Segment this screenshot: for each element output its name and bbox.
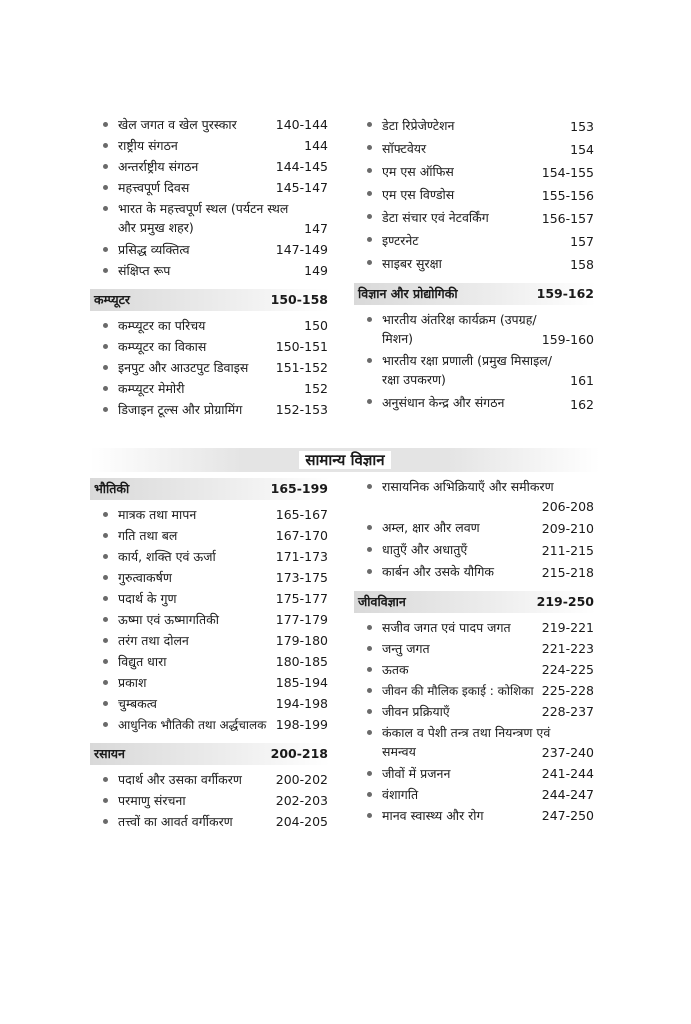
bullet-icon <box>367 358 372 363</box>
bullet-icon <box>103 122 108 127</box>
toc-entry[interactable]: भारत के महत्त्वपूर्ण स्थल (पर्यटन स्थल और प्रमुख शहर) 147 <box>90 198 330 239</box>
toc-entry[interactable]: प्रसिद्ध व्यक्तित्व 147-149 <box>90 239 330 260</box>
bullet-icon <box>367 191 372 196</box>
bullet-icon <box>103 575 108 580</box>
toc-entry[interactable]: संक्षिप्त रूप 149 <box>90 260 330 281</box>
bullet-icon <box>367 730 372 735</box>
toc-entry[interactable]: कार्बन और उसके यौगिक 215-218 <box>354 561 596 583</box>
bullet-icon <box>367 547 372 552</box>
bullet-icon <box>103 596 108 601</box>
toc-entry[interactable]: गुरुत्वाकर्षण 173-175 <box>90 567 330 588</box>
section-header-chemistry[interactable]: रसायन 200-218 <box>90 743 330 765</box>
section-header-computer[interactable]: कम्प्यूटर 150-158 <box>90 289 330 311</box>
toc-entry[interactable]: मात्रक तथा मापन 165-167 <box>90 504 330 525</box>
bullet-icon <box>103 164 108 169</box>
bullet-icon <box>103 659 108 664</box>
toc-entry[interactable]: इण्टरनेट 157 <box>354 229 596 252</box>
toc-entry[interactable]: सजीव जगत एवं पादप जगत 219-221 <box>354 617 596 638</box>
bullet-icon <box>367 260 372 265</box>
toc-entry[interactable]: इनपुट और आउटपुट डिवाइस 151-152 <box>90 357 330 378</box>
bullet-icon <box>103 386 108 391</box>
toc-entry[interactable]: परमाणु संरचना 202-203 <box>90 790 330 811</box>
bullet-icon <box>103 819 108 824</box>
section-header-science-technology[interactable]: विज्ञान और प्रोद्योगिकी 159-162 <box>354 283 596 305</box>
toc-entry[interactable]: एम एस ऑफिस 154-155 <box>354 160 596 183</box>
toc-entry[interactable]: साइबर सुरक्षा 158 <box>354 252 596 275</box>
bullet-icon <box>367 168 372 173</box>
bullet-icon <box>103 206 108 211</box>
toc-entry[interactable]: कार्य, शक्ति एवं ऊर्जा 171-173 <box>90 546 330 567</box>
toc-entry[interactable]: जीवन की मौलिक इकाई : कोशिका 225-228 <box>354 680 596 701</box>
bullet-icon <box>103 407 108 412</box>
toc-entry[interactable]: खेल जगत व खेल पुरस्कार 140-144 <box>90 114 330 135</box>
bullet-icon <box>367 145 372 150</box>
toc-entry[interactable]: महत्त्वपूर्ण दिवस 145-147 <box>90 177 330 198</box>
bullet-icon <box>367 667 372 672</box>
toc-entry[interactable]: एम एस विण्डोस 155-156 <box>354 183 596 206</box>
bullet-icon <box>103 554 108 559</box>
toc-entry[interactable]: वंशागति 244-247 <box>354 784 596 805</box>
toc-entry[interactable]: ऊतक 224-225 <box>354 659 596 680</box>
section-header-biology[interactable]: जीवविज्ञान 219-250 <box>354 591 596 613</box>
toc-entry[interactable]: पदार्थ और उसका वर्गीकरण 200-202 <box>90 769 330 790</box>
toc-entry[interactable]: जीवों में प्रजनन 241-244 <box>354 763 596 784</box>
bullet-icon <box>367 237 372 242</box>
bullet-icon <box>103 143 108 148</box>
section-header-physics[interactable]: भौतिकी 165-199 <box>90 478 330 500</box>
toc-entry[interactable]: विद्युत धारा 180-185 <box>90 651 330 672</box>
bullet-icon <box>103 247 108 252</box>
bullet-icon <box>367 399 372 404</box>
bullet-icon <box>103 185 108 190</box>
bullet-icon <box>367 688 372 693</box>
bullet-icon <box>367 625 372 630</box>
bullet-icon <box>103 533 108 538</box>
bullet-icon <box>103 722 108 727</box>
toc-entry[interactable]: कम्प्यूटर का परिचय 150 <box>90 315 330 336</box>
toc-column-bottom-left <box>90 470 330 832</box>
toc-entry[interactable]: भारतीय अंतरिक्ष कार्यक्रम (उपग्रह/मिशन) 159-160 <box>354 309 596 350</box>
bullet-icon <box>367 569 372 574</box>
toc-entry[interactable]: कंकाल व पेशी तन्त्र तथा नियन्त्रण एवं समन्वय 237-240 <box>354 722 596 763</box>
bullet-icon <box>103 344 108 349</box>
bullet-icon <box>367 214 372 219</box>
toc-entry[interactable]: कम्प्यूटर मेमोरी 152 <box>90 378 330 399</box>
toc-entry[interactable]: जीवन प्रक्रियाएँ 228-237 <box>354 701 596 722</box>
toc-entry[interactable]: मानव स्वास्थ्य और रोग 247-250 <box>354 805 596 826</box>
toc-entry[interactable]: जन्तु जगत 221-223 <box>354 638 596 659</box>
bullet-icon <box>103 798 108 803</box>
toc-entry[interactable]: सॉफ्टवेयर 154 <box>354 137 596 160</box>
toc-entry[interactable]: डिजाइन टूल्स और प्रोग्रामिंग 152-153 <box>90 399 330 420</box>
bullet-icon <box>367 792 372 797</box>
bullet-icon <box>367 525 372 530</box>
toc-entry[interactable]: ऊष्मा एवं ऊष्मागतिकी 177-179 <box>90 609 330 630</box>
bullet-icon <box>103 268 108 273</box>
bullet-icon <box>103 512 108 517</box>
toc-entry[interactable]: चुम्बकत्व 194-198 <box>90 693 330 714</box>
bullet-icon <box>367 771 372 776</box>
bullet-icon <box>103 365 108 370</box>
bullet-icon <box>103 638 108 643</box>
main-section-title: सामान्य विज्ञान <box>90 448 600 472</box>
toc-entry[interactable]: धातुएँ और अधातुएँ 211-215 <box>354 539 596 561</box>
toc-entry[interactable]: डेटा संचार एवं नेटवर्किंग 156-157 <box>354 206 596 229</box>
toc-entry[interactable]: डेटा रिप्रेजेण्टेशन 153 <box>354 114 596 137</box>
bullet-icon <box>367 709 372 714</box>
toc-entry[interactable]: अन्तर्राष्ट्रीय संगठन 144-145 <box>90 156 330 177</box>
bullet-icon <box>367 646 372 651</box>
bullet-icon <box>103 777 108 782</box>
toc-entry[interactable]: तरंग तथा दोलन 179-180 <box>90 630 330 651</box>
toc-column-top-left <box>90 114 330 420</box>
bullet-icon <box>103 617 108 622</box>
toc-entry[interactable]: रासायनिक अभिक्रियाएँ और समीकरण 206-208 <box>354 476 596 517</box>
bullet-icon <box>367 317 372 322</box>
toc-column-top-right <box>354 114 596 415</box>
bullet-icon <box>103 680 108 685</box>
toc-entry[interactable]: भारतीय रक्षा प्रणाली (प्रमुख मिसाइल/रक्षा उपकरण) 161 <box>354 350 596 391</box>
toc-entry[interactable]: राष्ट्रीय संगठन 144 <box>90 135 330 156</box>
toc-entry[interactable]: अम्ल, क्षार और लवण 209-210 <box>354 517 596 539</box>
toc-entry[interactable]: कम्प्यूटर का विकास 150-151 <box>90 336 330 357</box>
toc-entry[interactable]: गति तथा बल 167-170 <box>90 525 330 546</box>
toc-column-bottom-right <box>354 476 596 826</box>
bullet-icon <box>367 122 372 127</box>
toc-entry[interactable]: तत्त्वों का आवर्त वर्गीकरण 204-205 <box>90 811 330 832</box>
bullet-icon <box>367 813 372 818</box>
toc-entry[interactable]: प्रकाश 185-194 <box>90 672 330 693</box>
bullet-icon <box>367 484 372 489</box>
toc-entry[interactable]: अनुसंधान केन्द्र और संगठन 162 <box>354 391 596 415</box>
toc-entry[interactable]: आधुनिक भौतिकी तथा अर्द्धचालक 198-199 <box>90 714 330 735</box>
bullet-icon <box>103 323 108 328</box>
bullet-icon <box>103 701 108 706</box>
toc-entry[interactable]: पदार्थ के गुण 175-177 <box>90 588 330 609</box>
